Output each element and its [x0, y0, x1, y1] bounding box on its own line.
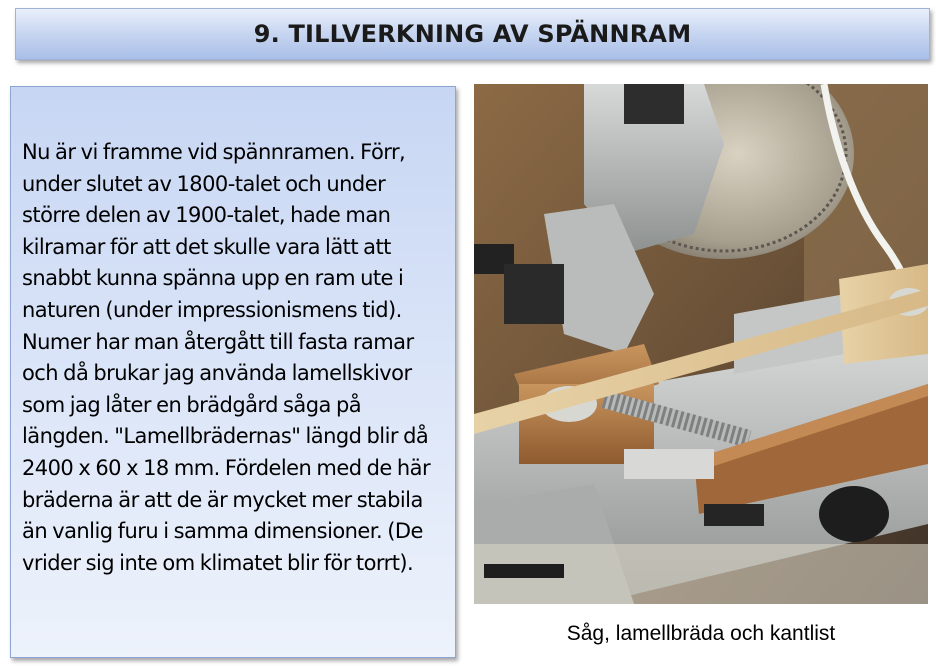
body-text-box [10, 86, 456, 658]
photo-caption: Såg, lamellbräda och kantlist [566, 622, 836, 645]
title-banner [15, 8, 930, 60]
slide-title: 9. TILLVERKNING AV SPÄNNRAM [253, 20, 692, 48]
miter-saw-illustration [474, 84, 928, 604]
miter-saw-photo [474, 84, 928, 604]
body-paragraph: Nu är vi framme vid spännramen. Förr, under slutet av 1800-talet och under större delen av 1900-talet, hade man kilramar för att det skulle vara lätt att snabbt kunna spänna upp en ram ute i naturen (under impressionismens tid). Numer har man återgått till fasta ramar och då brukar jag använda lamellskivor som jag låter en brädgård såga på längden. "Lamellbrädernas" längd blir då 2400 x 60 x 18 mm. Fördelen med de här bräderna är att de är mycket mer stabila än vanlig furu i samma dimensioner. (De vrider sig inte om klimatet blir för torrt). [22, 140, 431, 575]
